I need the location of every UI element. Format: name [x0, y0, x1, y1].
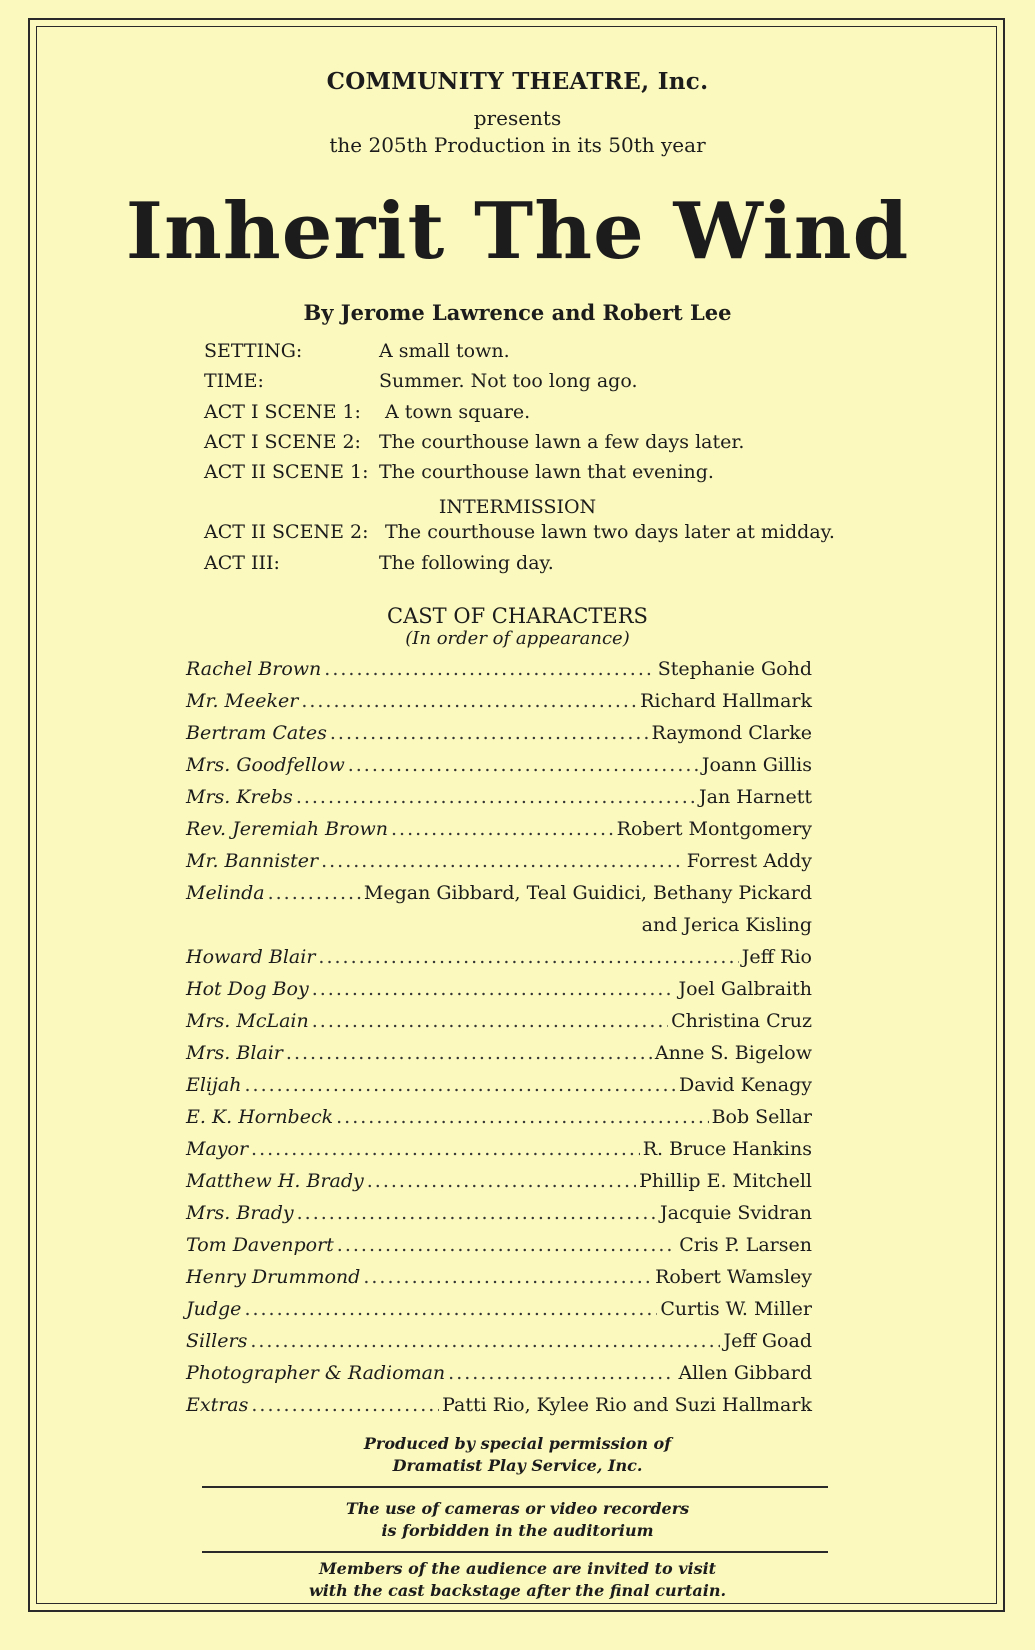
cast-role: Judge: [186, 1298, 242, 1320]
cast-role: E. K. Hornbeck: [186, 1106, 334, 1128]
divider-rule: [202, 1486, 828, 1488]
backstage-notice-line2: with the cast backstage after the final curtain.: [308, 1581, 727, 1600]
dot-leader: [336, 1106, 708, 1128]
dot-leader: [337, 1234, 676, 1256]
cameras-notice-line2: is forbidden in the auditorium: [381, 1521, 654, 1540]
cast-role: Mayor: [186, 1138, 249, 1160]
cast-role: Hot Dog Boy: [186, 978, 309, 1000]
dot-leader: [330, 722, 649, 744]
cast-actor: Richard Hallmark: [640, 690, 812, 712]
cast-row: [186, 1266, 812, 1298]
dot-leader: [348, 754, 699, 776]
dot-leader: [312, 1010, 668, 1032]
cast-row: [186, 1362, 812, 1394]
cast-role: Rev. Jeremiah Brown: [186, 818, 388, 840]
cast-role: Rachel Brown: [186, 658, 322, 680]
setting-label: ACT III:: [204, 551, 280, 574]
dot-leader: [244, 1298, 657, 1320]
setting-value: A small town.: [379, 340, 510, 362]
setting-value: The courthouse lawn that evening.: [379, 461, 714, 484]
cast-actor: Jeff Rio: [741, 946, 812, 968]
cast-actor: Bob Sellar: [711, 1106, 812, 1128]
cast-row: [186, 1298, 812, 1330]
permission-notice-line2: Dramatist Play Service, Inc.: [392, 1456, 643, 1475]
cast-actor: Robert Montgomery: [616, 818, 812, 840]
cast-role: Melinda: [186, 882, 265, 904]
dot-leader: [363, 1266, 652, 1288]
dot-leader: [367, 1170, 636, 1192]
cast-role: Mr. Bannister: [186, 850, 319, 872]
byline: By Jerome Lawrence and Robert Lee: [303, 300, 732, 325]
setting-value: The courthouse lawn two days later at midday.: [385, 521, 835, 544]
cast-actor: Jacquie Svidran: [660, 1202, 812, 1224]
dot-leader: [321, 850, 684, 872]
cast-row: [186, 1010, 812, 1042]
cast-role: Mrs. Krebs: [186, 786, 293, 808]
dot-leader: [296, 786, 696, 808]
cast-role: Elijah: [186, 1074, 242, 1096]
setting-value: The following day.: [379, 551, 554, 574]
backstage-notice-line1: Members of the audience are invited to visit: [318, 1559, 717, 1578]
cast-role: Bertram Cates: [186, 722, 327, 744]
cast-role: Mrs. Brady: [186, 1202, 294, 1224]
setting-label: ACT I SCENE 1:: [204, 400, 361, 423]
cast-actor: Anne S. Bigelow: [654, 1042, 812, 1064]
setting-label: ACT II SCENE 1:: [204, 461, 369, 484]
setting-label: SETTING:: [204, 340, 303, 362]
cast-row: [186, 722, 812, 754]
cast-role: Photographer & Radioman: [186, 1362, 446, 1384]
cast-role: Howard Blair: [186, 946, 316, 968]
cast-subheading: (In order of appearance): [405, 628, 630, 649]
dot-leader: [251, 1394, 439, 1416]
organization-name: COMMUNITY THEATRE, Inc.: [326, 68, 709, 95]
cast-role: Mrs. Goodfellow: [186, 754, 345, 776]
production-info: the 205th Production in its 50th year: [329, 133, 706, 157]
permission-notice-line1: Produced by special permission of: [363, 1434, 672, 1453]
cast-actor: Jeff Goad: [723, 1330, 812, 1352]
cast-role: Sillers: [186, 1330, 248, 1352]
cast-row: [186, 1138, 812, 1170]
dot-leader: [286, 1042, 652, 1064]
cast-row: [186, 1042, 812, 1074]
cast-actor: Cris P. Larsen: [679, 1234, 812, 1256]
intermission-label: INTERMISSION: [438, 496, 597, 518]
setting-value: Summer. Not too long ago.: [379, 370, 638, 393]
cast-row: [186, 658, 812, 690]
cast-role: Mrs. McLain: [186, 1010, 309, 1032]
cast-row: [186, 754, 812, 786]
cast-actor: Patti Rio, Kylee Rio and Suzi Hallmark: [442, 1394, 812, 1416]
cast-row: [186, 1202, 812, 1234]
cast-row: [186, 946, 812, 978]
cast-actor: Forrest Addy: [686, 850, 812, 872]
cast-actor: Joann Gillis: [701, 754, 812, 776]
cast-row: [186, 1106, 812, 1138]
setting-value: A town square.: [385, 400, 531, 423]
cast-actor: Phillip E. Mitchell: [639, 1170, 812, 1192]
dot-leader: [244, 1074, 676, 1096]
cast-row: [186, 1170, 812, 1202]
cast-row: [186, 1330, 812, 1362]
cast-actor: Allen Gibbard: [678, 1362, 812, 1384]
cast-row: [186, 1234, 812, 1266]
dot-leader: [251, 1138, 640, 1160]
cast-row: [186, 786, 812, 818]
cast-role: Mrs. Blair: [186, 1042, 283, 1064]
cast-actor: Joel Galbraith: [678, 978, 812, 1000]
cast-actor: R. Bruce Hankins: [642, 1138, 812, 1160]
dot-leader: [268, 882, 361, 904]
cast-role: Tom Davenport: [186, 1234, 334, 1256]
cameras-notice-line1: The use of cameras or video recorders: [345, 1499, 690, 1518]
cast-list: [186, 658, 812, 1426]
cast-row: [186, 978, 812, 1010]
cast-actor: Curtis W. Miller: [660, 1298, 812, 1320]
dot-leader: [324, 658, 654, 680]
dot-leader: [312, 978, 676, 1000]
cast-row: [186, 1074, 812, 1106]
cast-heading: CAST OF CHARACTERS: [387, 604, 648, 628]
cast-row: [186, 690, 812, 722]
dot-leader: [250, 1330, 720, 1352]
cast-role: Matthew H. Brady: [186, 1170, 364, 1192]
cast-actor: Megan Gibbard, Teal Guidici, Bethany Pickard: [363, 882, 812, 904]
cast-actor: David Kenagy: [679, 1074, 812, 1096]
cast-actor-continued: and Jerica Kisling: [641, 914, 812, 936]
setting-label: TIME:: [204, 370, 264, 393]
cast-actor: Robert Wamsley: [655, 1266, 812, 1288]
play-title: Inherit The Wind: [125, 186, 910, 277]
cast-actor: Stephanie Gohd: [657, 658, 812, 680]
cast-row: [186, 850, 812, 882]
dot-leader: [297, 1202, 657, 1224]
cast-actor: Raymond Clarke: [651, 722, 812, 744]
cast-actor: Jan Harnett: [699, 786, 812, 808]
cast-row: [186, 818, 812, 850]
presents-text: presents: [473, 106, 562, 130]
setting-label: ACT I SCENE 2:: [204, 430, 361, 453]
cast-row: [186, 1394, 812, 1426]
cast-actor: Christina Cruz: [671, 1010, 812, 1032]
setting-value: The courthouse lawn a few days later.: [379, 430, 745, 453]
setting-label: ACT II SCENE 2:: [204, 521, 369, 544]
dot-leader: [318, 946, 738, 968]
dot-leader: [301, 690, 637, 712]
cast-role: Extras: [186, 1394, 249, 1416]
cast-role: Mr. Meeker: [186, 690, 299, 712]
dot-leader: [448, 1362, 675, 1384]
cast-role: Henry Drummond: [186, 1266, 361, 1288]
cast-row: [186, 882, 812, 914]
divider-rule: [202, 1551, 828, 1553]
dot-leader: [391, 818, 614, 840]
